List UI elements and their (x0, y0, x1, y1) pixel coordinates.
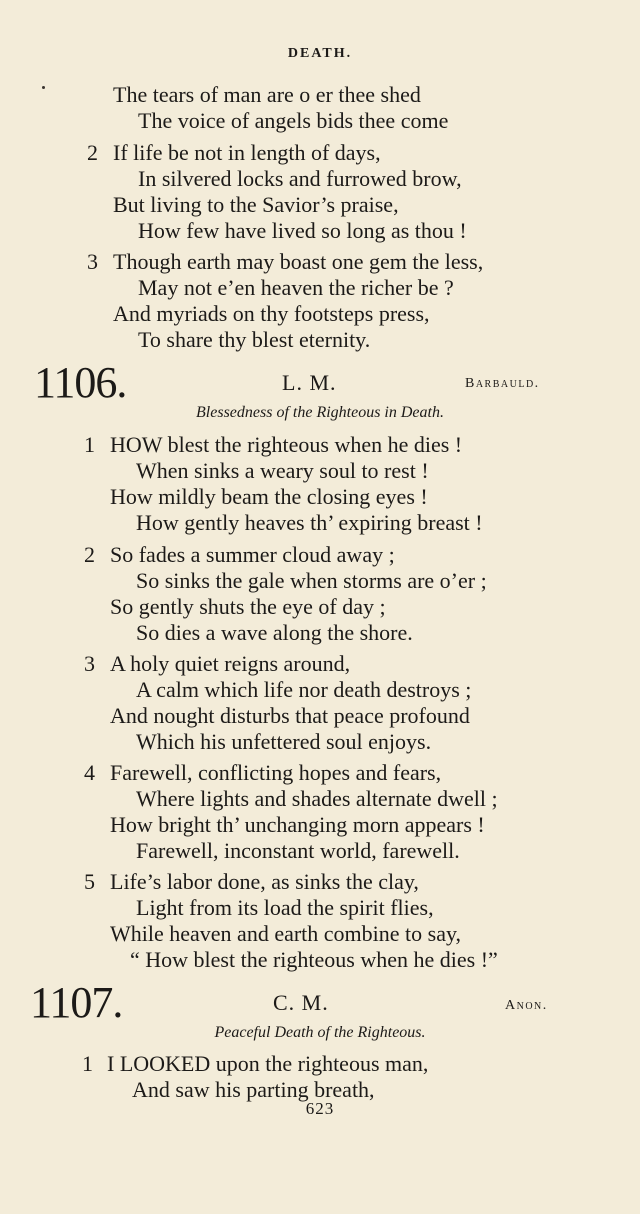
verse-line: And saw his parting breath, (132, 1077, 375, 1102)
page-number: 623 (305, 1099, 335, 1118)
hymn-meter: L. M. (282, 370, 337, 395)
stanza-number: 5 (84, 869, 95, 894)
verse-line: How bright th’ unchanging morn appears ! (110, 812, 485, 837)
verse-line: Where lights and shades alternate dwell ; (136, 786, 498, 811)
stanza-number: 1 (84, 432, 95, 457)
verse-line: HOW blest the righteous when he dies ! (110, 432, 463, 457)
verse-line: How mildly beam the closing eyes ! (110, 484, 428, 509)
stanza-number: 2 (84, 542, 95, 567)
verse-line: “ How blest the righteous when he dies !” (130, 947, 498, 972)
verse-line: And myriads on thy footsteps press, (113, 301, 430, 326)
verse-line: Though earth may boast one gem the less, (113, 249, 484, 274)
verse-line: Farewell, inconstant world, farewell. (136, 838, 460, 863)
verse-line: A calm which life nor death destroys ; (136, 677, 472, 702)
verse-line: A holy quiet reigns around, (110, 651, 351, 676)
verse-line: So fades a summer cloud away ; (110, 542, 395, 567)
verse-line: The tears of man are o er thee shed (113, 82, 421, 107)
stanza-number: 3 (87, 249, 98, 274)
verse-line: So sinks the gale when storms are o’er ; (136, 568, 487, 593)
verse-line: May not e’en heaven the richer be ? (138, 275, 454, 300)
stanza-number: 4 (84, 760, 95, 785)
verse-line: So gently shuts the eye of day ; (110, 594, 386, 619)
verse-line: Farewell, conflicting hopes and fears, (110, 760, 442, 785)
hymn-title: Peaceful Death of the Righteous. (214, 1024, 426, 1041)
verse-line: Which his unfettered soul enjoys. (136, 729, 432, 754)
verse-line: In silvered locks and furrowed brow, (138, 166, 462, 191)
hymn-title: Blessedness of the Righteous in Death. (196, 404, 444, 421)
verse-line: How few have lived so long as thou ! (138, 218, 467, 243)
verse-line: While heaven and earth combine to say, (110, 921, 462, 946)
verse-line: And nought disturbs that peace profound (110, 703, 470, 728)
verse-line: The voice of angels bids thee come (138, 108, 449, 133)
verse-line: Life’s labor done, as sinks the clay, (110, 869, 419, 894)
verse-line: How gently heaves th’ expiring breast ! (136, 510, 483, 535)
verse-line: If life be not in length of days, (113, 140, 381, 165)
hymn-author: Barbauld. (465, 376, 540, 391)
hymn-number: 1107. (30, 978, 123, 1027)
hymn-author: Anon. (505, 998, 548, 1013)
running-head: DEATH. (287, 46, 353, 61)
print-speck (42, 86, 45, 89)
verse-line: I LOOKED upon the righteous man, (107, 1051, 429, 1076)
verse-line: So dies a wave along the shore. (136, 620, 413, 645)
stanza-number: 1 (82, 1051, 93, 1076)
stanza-number: 2 (87, 140, 98, 165)
hymn-meter: C. M. (273, 990, 329, 1015)
stanza-number: 3 (84, 651, 95, 676)
verse-line: To share thy blest eternity. (138, 327, 371, 352)
verse-line: When sinks a weary soul to rest ! (136, 458, 429, 483)
verse-line: But living to the Savior’s praise, (113, 192, 399, 217)
verse-line: Light from its load the spirit flies, (136, 895, 434, 920)
hymn-number: 1106. (34, 358, 127, 407)
